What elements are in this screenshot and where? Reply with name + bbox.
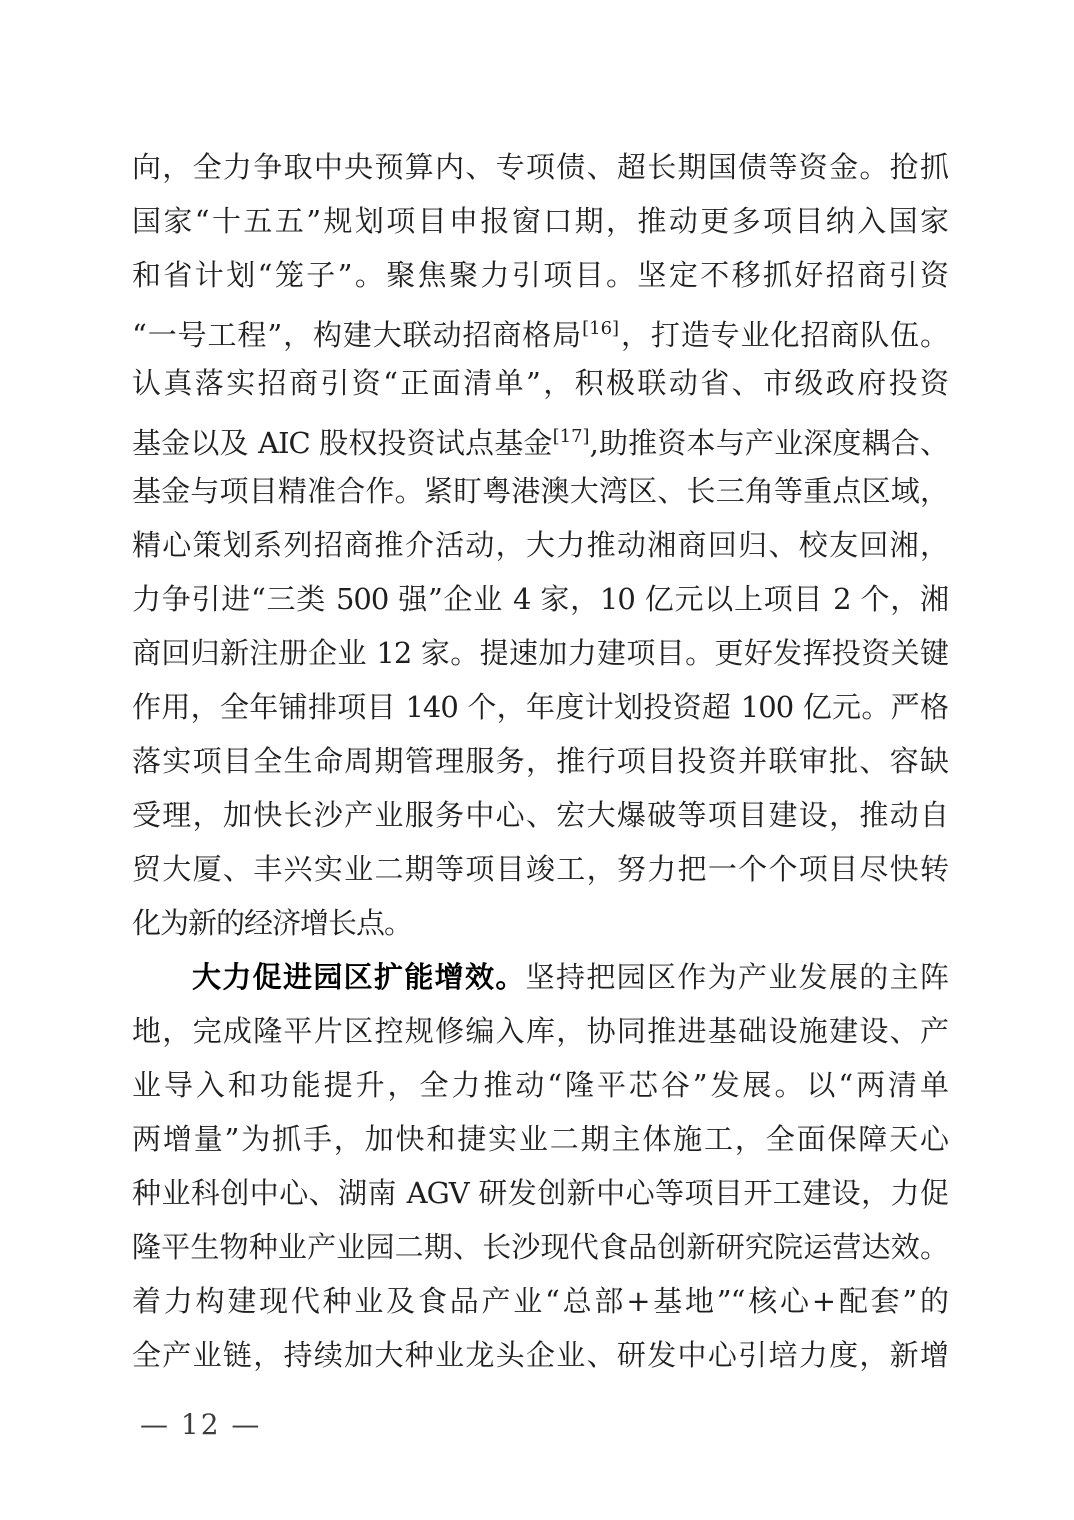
footnote-ref: [17]	[552, 426, 590, 447]
text-run: 基金与项目精准合作。紧盯粤港澳大湾区、长三角等重点区域，	[132, 474, 948, 508]
text-run: 精心策划系列招商推介活动，大力推动湘商回归、校友回湘，	[132, 528, 948, 562]
text-line	[132, 464, 948, 518]
text-run: 全产业链，持续加大种业龙头企业、研发中心引培力度，新增	[132, 1338, 948, 1372]
text-run: 国家“十五五”规划项目申报窗口期，推动更多项目纳入国家	[132, 204, 948, 238]
text-line	[132, 572, 948, 626]
text-run: 坚持把园区作为产业发展的主阵	[525, 960, 948, 994]
text-line	[132, 950, 948, 1004]
text-run: 种业科创中心、湖南 AGV 研发创新中心等项目开工建设，力促	[132, 1176, 948, 1210]
footnote-ref: [16]	[582, 318, 620, 339]
text-line	[132, 302, 948, 356]
text-line	[132, 248, 948, 302]
text-line	[132, 680, 948, 734]
text-line	[132, 1166, 948, 1220]
text-run: 地，完成隆平片区控规修编入库，协同推进基础设施建设、产	[132, 1014, 948, 1048]
text-line	[132, 788, 948, 842]
text-run: 商回归新注册企业 12 家。提速加力建项目。更好发挥投资关键	[132, 636, 948, 670]
text-run: 作用，全年铺排项目 140 个，年度计划投资超 100 亿元。严格	[132, 690, 948, 724]
text-run: 基金以及 AIC 股权投资试点基金	[132, 426, 553, 460]
document-body	[132, 140, 948, 1382]
text-run: 和省计划“笼子”。聚焦聚力引项目。坚定不移抓好招商引资	[132, 258, 948, 292]
text-line	[132, 410, 948, 464]
text-run: 化为新的经济增长点。	[132, 906, 413, 940]
text-line	[132, 842, 948, 896]
text-line	[132, 356, 948, 410]
text-run: 力争引进“三类 500 强”企业 4 家，10 亿元以上项目 2 个，湘	[132, 582, 948, 616]
text-run: 贸大厦、丰兴实业二期等项目竣工，努力把一个个项目尽快转	[132, 852, 948, 886]
text-run: ，打造专业化招商队伍。	[619, 318, 948, 352]
text-line	[132, 626, 948, 680]
text-line	[132, 1004, 948, 1058]
text-run: 着力构建现代种业及食品产业“总部+基地”“核心+配套”的	[132, 1284, 948, 1318]
page-number: — 12 —	[140, 1408, 262, 1441]
text-run: 落实项目全生命周期管理服务，推行项目投资并联审批、容缺	[132, 744, 948, 778]
text-line	[132, 1058, 948, 1112]
text-line	[132, 1328, 948, 1382]
text-run: “一号工程”，构建大联动招商格局	[132, 318, 583, 352]
text-run: ,助推资本与产业深度耦合、	[589, 426, 948, 460]
bold-run: 大力促进园区扩能增效。	[192, 960, 526, 994]
text-line	[132, 734, 948, 788]
text-line	[132, 1274, 948, 1328]
text-run: 受理，加快长沙产业服务中心、宏大爆破等项目建设，推动自	[132, 798, 948, 832]
text-run: 向，全力争取中央预算内、专项债、超长期国债等资金。抢抓	[132, 150, 948, 184]
text-line	[132, 1220, 948, 1274]
text-run: 认真落实招商引资“正面清单”，积极联动省、市级政府投资	[132, 366, 948, 400]
text-line	[132, 140, 948, 194]
text-run: 隆平生物种业产业园二期、长沙现代食品创新研究院运营达效。	[132, 1230, 948, 1264]
text-line	[132, 194, 948, 248]
text-run: 两增量”为抓手，加快和捷实业二期主体施工，全面保障天心	[132, 1122, 948, 1156]
text-line	[132, 1112, 948, 1166]
text-line	[132, 896, 948, 950]
text-run: 业导入和功能提升，全力推动“隆平芯谷”发展。以“两清单	[132, 1068, 948, 1102]
text-line	[132, 518, 948, 572]
